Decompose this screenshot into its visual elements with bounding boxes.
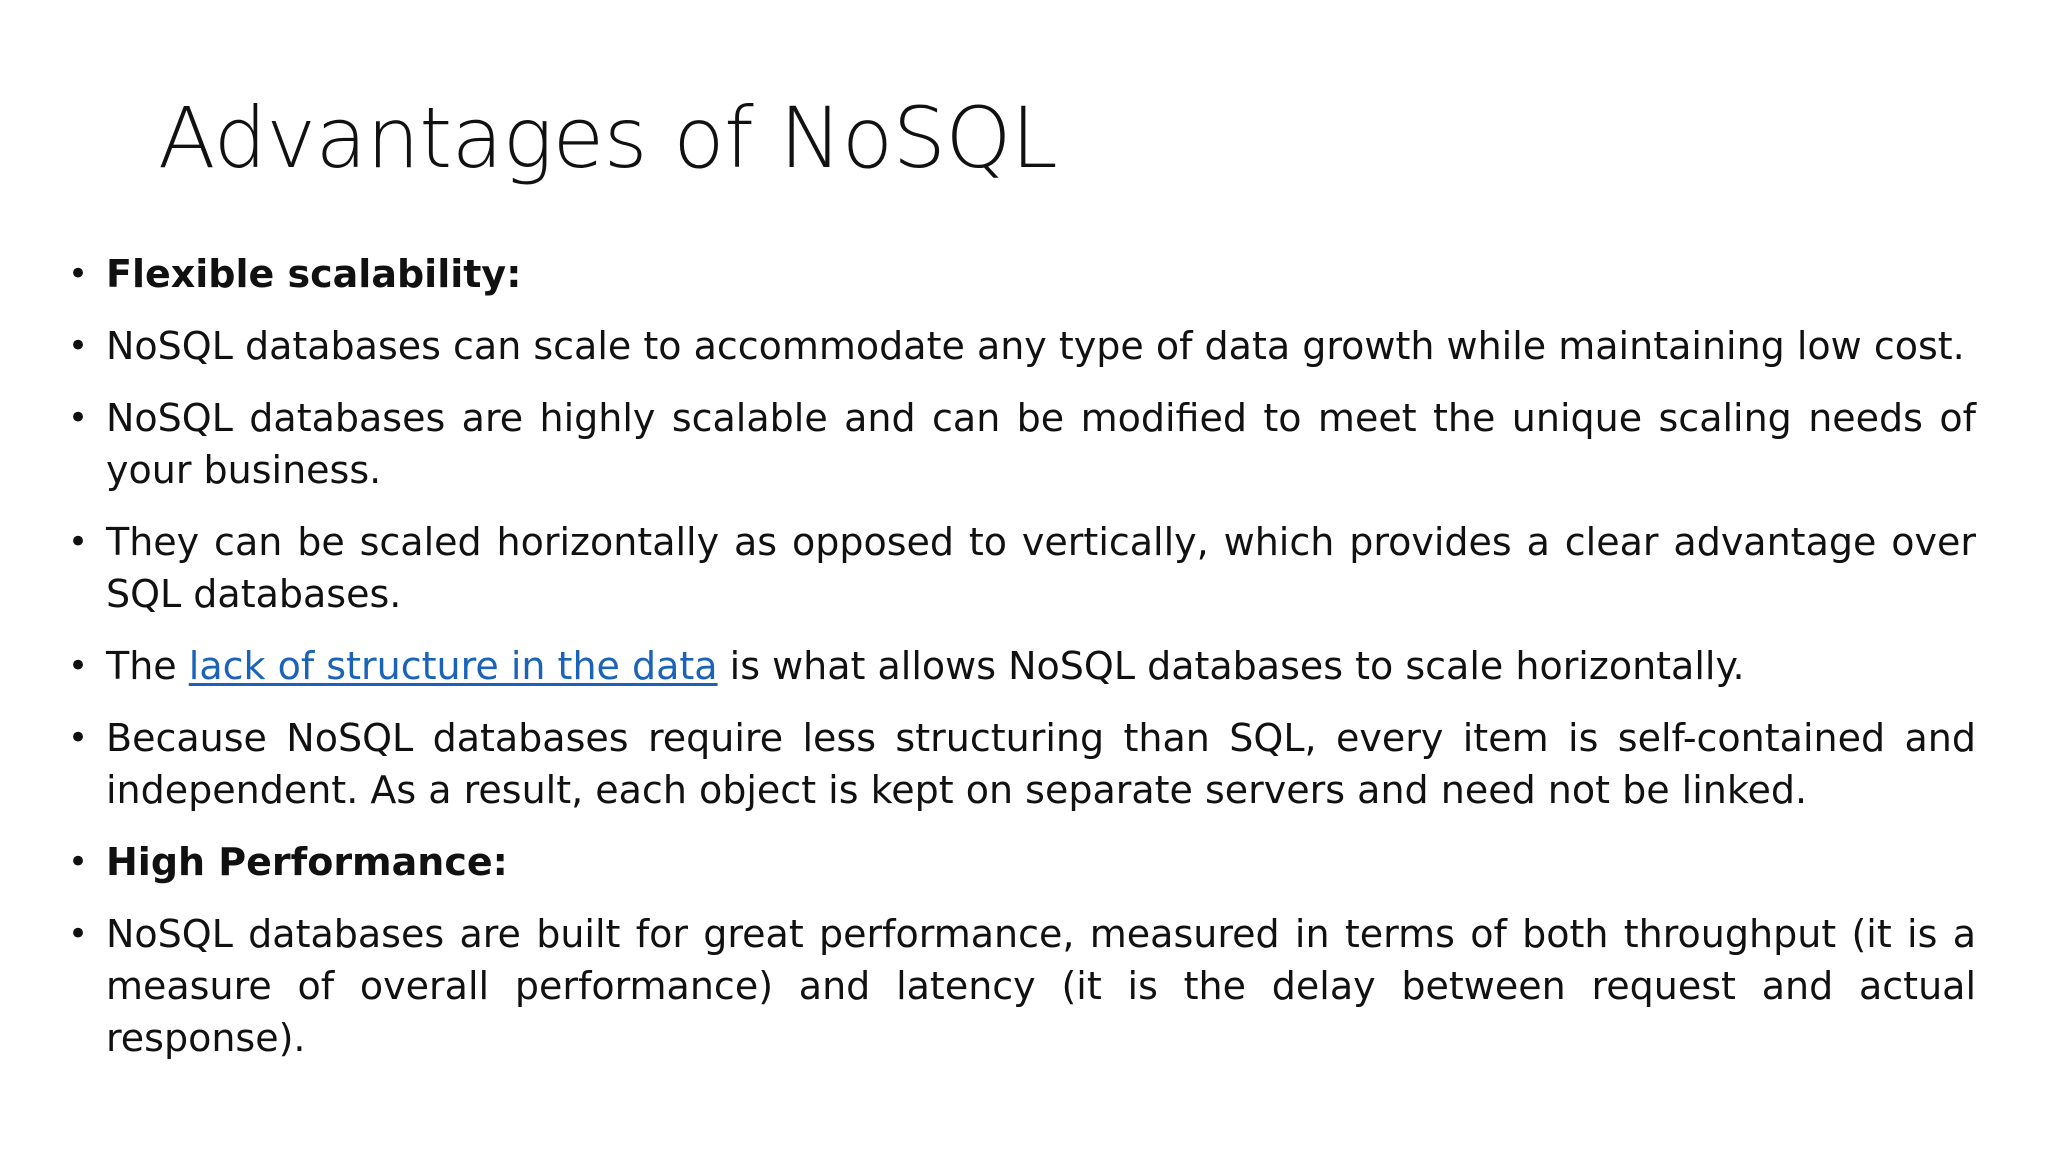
- bullet-list: [68, 248, 1976, 1084]
- bullet-marker: •: [68, 254, 89, 294]
- lack-of-structure-link[interactable]: lack of structure in the data: [188, 644, 718, 688]
- bullet-marker: •: [68, 326, 89, 366]
- bullet-item: [68, 516, 1976, 620]
- bullet-heading-high-performance: High Performance:: [106, 840, 508, 884]
- bullet-text-with-link: [106, 640, 1976, 692]
- bullet-marker: •: [68, 646, 89, 686]
- bullet-item: [68, 320, 1976, 372]
- bullet-text: NoSQL databases are built for great performance, measured in terms of both throughput (it is a measure of overall performance) and latency (it is the delay between request and actual response).: [106, 912, 1976, 1060]
- bullet-marker: •: [68, 522, 89, 562]
- bullet-item: [68, 640, 1976, 692]
- bullet-marker: •: [68, 718, 89, 758]
- bullet-text: NoSQL databases are highly scalable and can be modified to meet the unique scaling needs of your business.: [106, 396, 1976, 492]
- bullet-prefix: The: [106, 644, 189, 688]
- bullet-text: Because NoSQL databases require less structuring than SQL, every item is self-contained and independent. As a result, each object is kept on separate servers and need not be linked.: [106, 716, 1976, 812]
- bullet-item: [68, 392, 1976, 496]
- bullet-text: NoSQL databases can scale to accommodate any type of data growth while maintaining low cost.: [106, 324, 1965, 368]
- bullet-item: [68, 248, 1976, 300]
- bullet-heading-flexible-scalability: Flexible scalability:: [106, 252, 522, 296]
- bullet-item: [68, 836, 1976, 888]
- bullet-item: [68, 712, 1976, 816]
- bullet-marker: •: [68, 398, 89, 438]
- bullet-marker: •: [68, 842, 89, 882]
- bullet-item: [68, 908, 1976, 1064]
- slide-title: Advantages of NoSQL: [158, 89, 1058, 187]
- bullet-suffix: is what allows NoSQL databases to scale horizontally.: [717, 644, 1745, 688]
- bullet-text: They can be scaled horizontally as opposed to vertically, which provides a clear advantage over SQL databases.: [106, 520, 1976, 616]
- bullet-marker: •: [68, 914, 89, 954]
